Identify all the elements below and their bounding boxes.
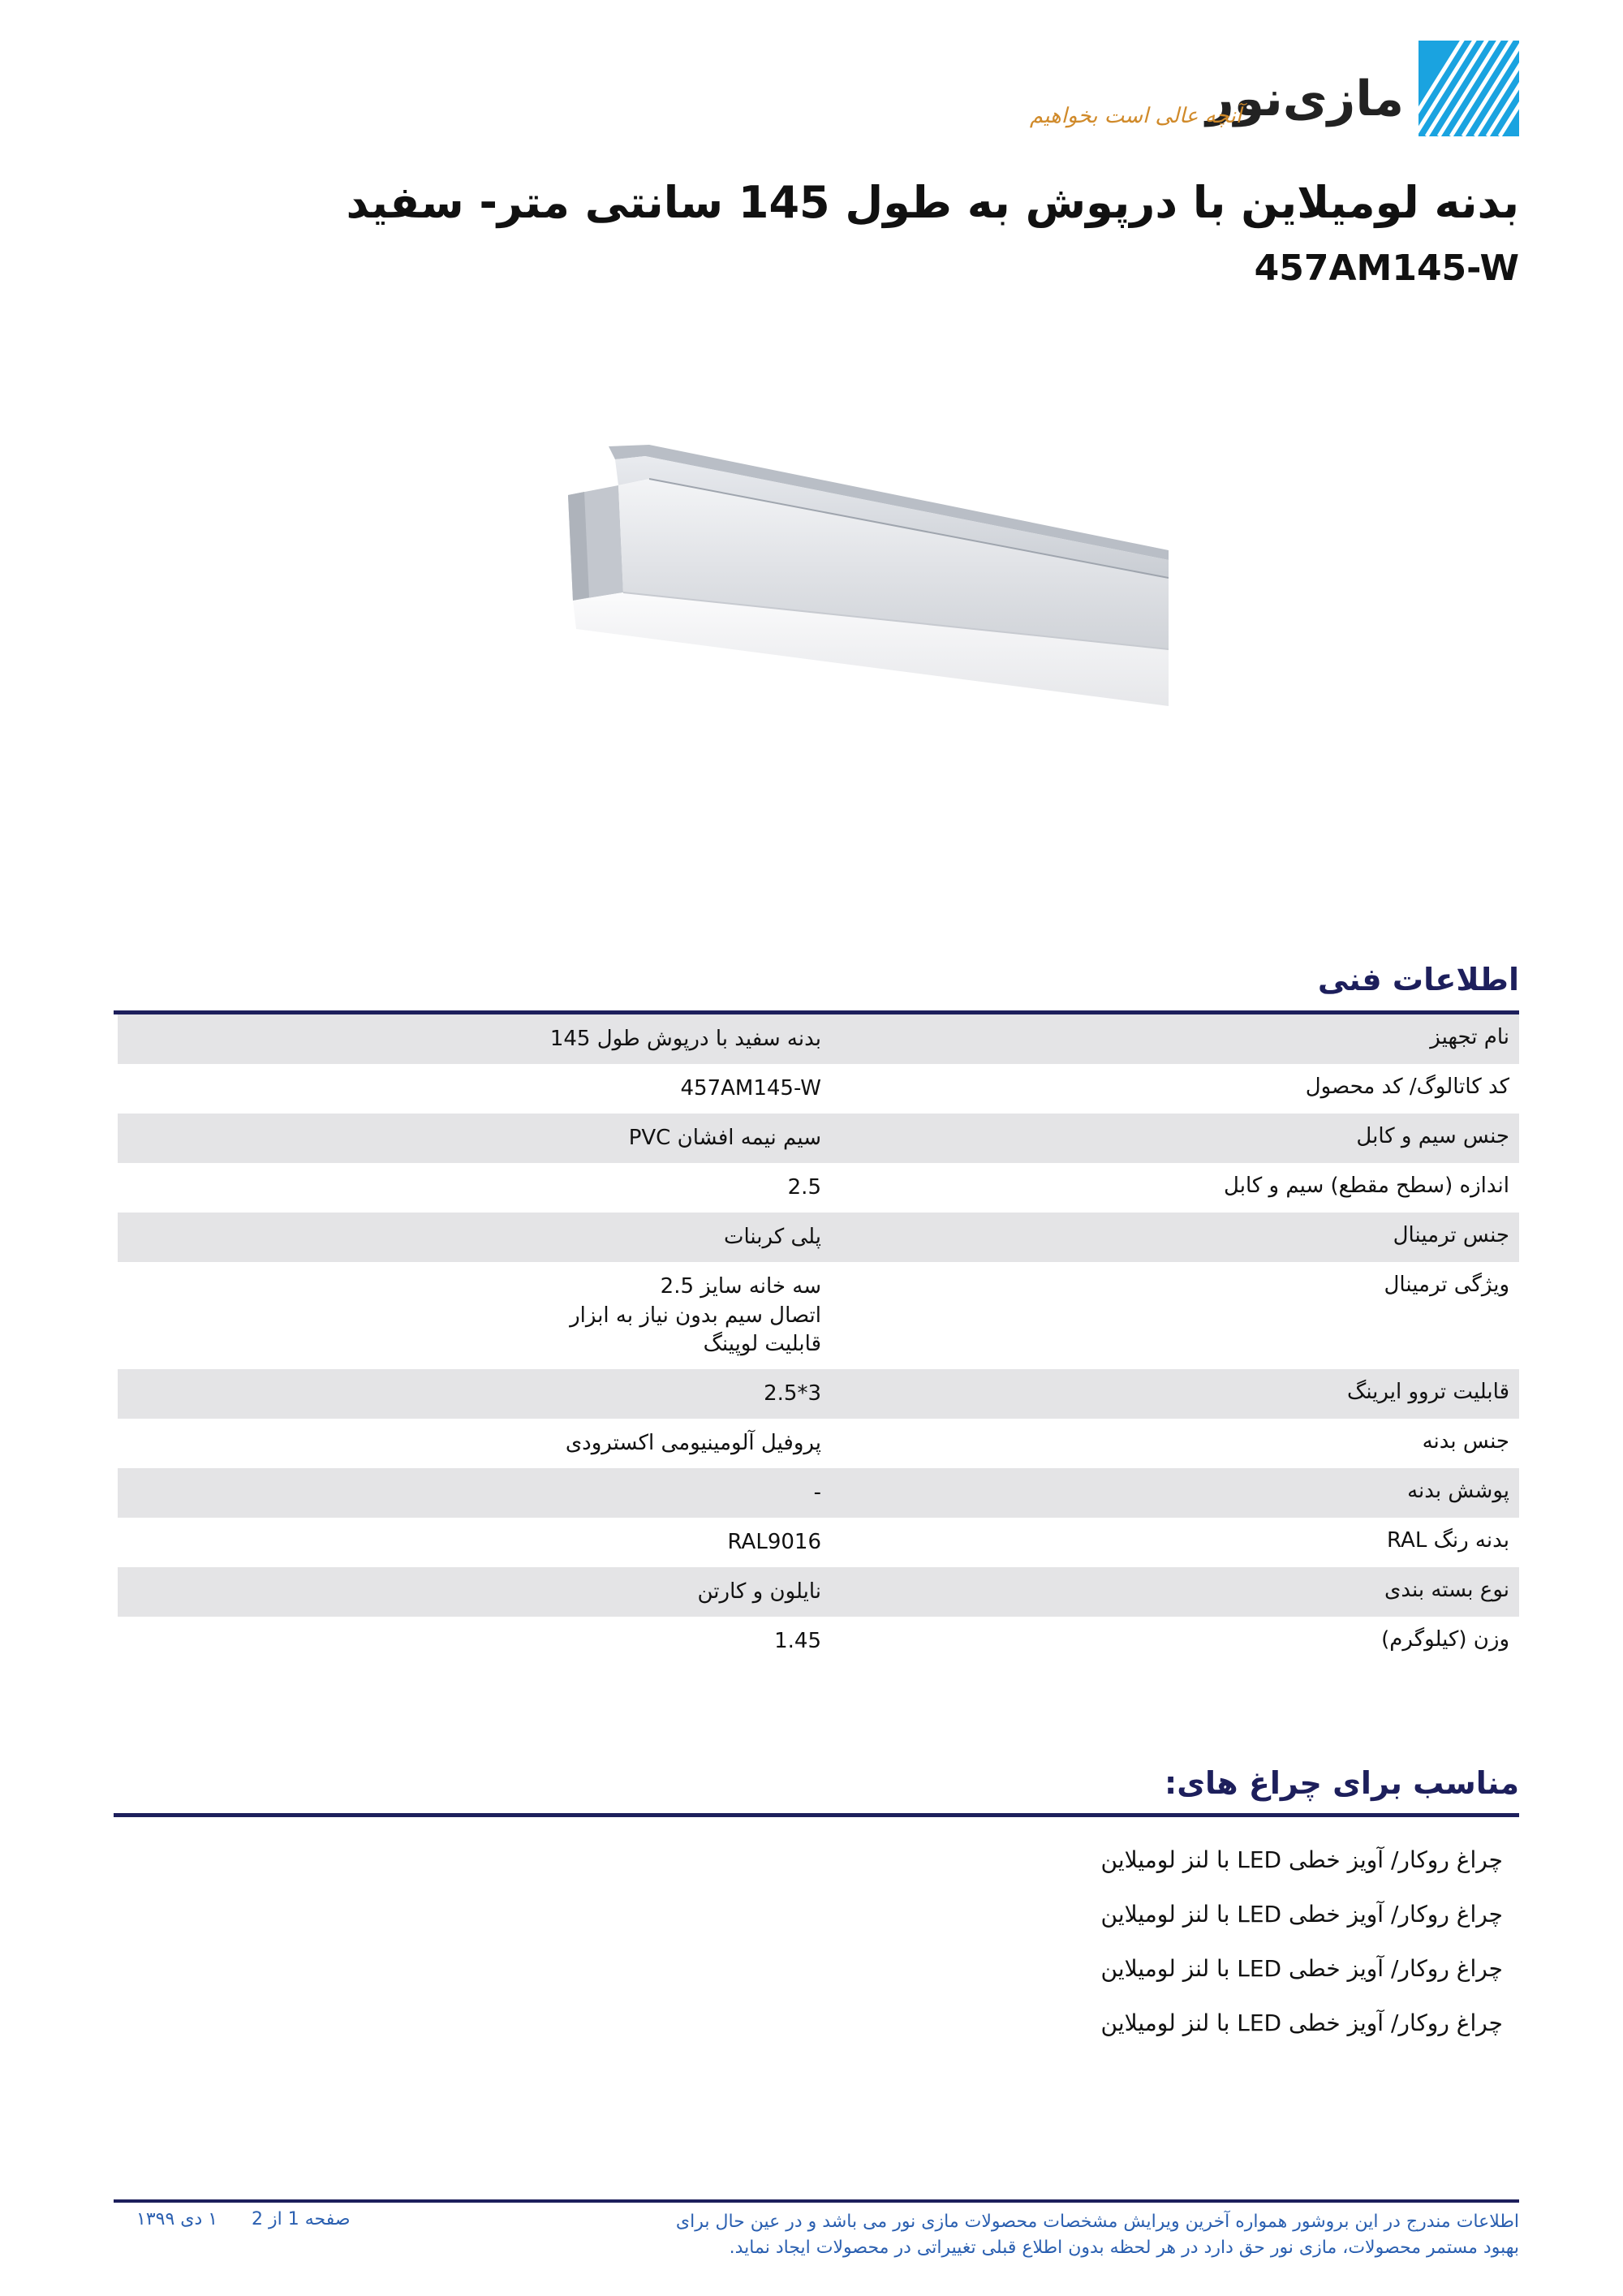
spec-value: پروفیل آلومینیومی اکسترودی — [565, 1430, 821, 1455]
table-row — [118, 1617, 1519, 1666]
table-row — [118, 1213, 1519, 1262]
spec-value: سیم نیمه افشان PVC — [628, 1126, 821, 1151]
list-item: چراغ روکار/ آویز خطی LED با لنز لومیلاین — [1100, 1901, 1503, 1928]
list-item: چراغ روکار/ آویز خطی LED با لنز لومیلاین — [1100, 1955, 1503, 1982]
suitable-heading-rule — [114, 1813, 1519, 1817]
list-item: چراغ روکار/ آویز خطی LED با لنز لومیلاین — [1100, 1846, 1503, 1873]
aluminium-profile-image — [552, 438, 1169, 706]
specs-table — [118, 1014, 1519, 1666]
table-row — [118, 1369, 1519, 1419]
spec-label: نوع بسته بندی — [1384, 1578, 1509, 1603]
spec-value: 3*2.5 — [764, 1381, 821, 1406]
suitable-list — [1101, 1846, 1503, 2064]
product-code: 457AM145-W — [1254, 248, 1519, 289]
brand-logo-mark — [1419, 41, 1519, 136]
table-row — [118, 1518, 1519, 1567]
spec-value: پلی کربنات — [724, 1225, 821, 1250]
table-row — [118, 1419, 1519, 1468]
spec-value: 1.45 — [774, 1629, 821, 1654]
table-row — [118, 1262, 1519, 1368]
table-row — [118, 1114, 1519, 1163]
table-row — [118, 1014, 1519, 1064]
spec-label: جنس بدنه — [1422, 1428, 1509, 1454]
spec-label: ویژگی ترمینال — [1384, 1273, 1509, 1298]
spec-value: 2.5 — [787, 1175, 821, 1200]
spec-label: جنس سیم و کابل — [1356, 1124, 1509, 1149]
suitable-heading: مناسب برای چراغ های: — [1165, 1765, 1519, 1801]
spec-value: سه خانه سایز 2.5 اتصال سیم بدون نیاز به ابزار قابلیت لوپینگ — [570, 1274, 821, 1356]
table-row — [118, 1468, 1519, 1518]
spec-label: پوشش بدنه — [1407, 1478, 1509, 1503]
spec-value: 457AM145-W — [680, 1076, 821, 1101]
brand-tagline: آنچه عالی است بخواهیم — [1029, 104, 1242, 128]
spec-label: نام تجهیز — [1430, 1025, 1509, 1049]
list-item: چراغ روکار/ آویز خطی LED با لنز لومیلاین — [1100, 2010, 1503, 2036]
table-row — [118, 1163, 1519, 1213]
footer-disclaimer: اطلاعات مندرج در این بروشور همواره آخرین ویرایش مشخصات محصولات مازی نور می باشد و در عین حال برای بهبود مستمر محصولات، مازی نور حق دارد در هر لحظه بدون اطلاع قبلی تغییراتی در محصولات ایجاد نماید. — [675, 2212, 1519, 2258]
spec-label: وزن (کیلوگرم) — [1381, 1627, 1509, 1652]
spec-label: بدنه رنگ RAL — [1387, 1528, 1509, 1553]
footer-date: ۱ دی ۱۳۹۹ — [136, 2209, 218, 2229]
spec-value: RAL9016 — [727, 1530, 821, 1555]
table-row — [118, 1567, 1519, 1617]
brand-logo-text: مازی‌نور — [1206, 71, 1404, 127]
specs-heading: اطلاعات فنی — [1317, 962, 1519, 997]
spec-label: کد کاتالوگ/ کد محصول — [1305, 1075, 1509, 1100]
spec-value: - — [813, 1480, 821, 1505]
spec-value: نایلون و کارتن — [697, 1579, 821, 1605]
spec-label: جنس ترمینال — [1393, 1223, 1509, 1248]
product-title: بدنه لومیلاین با درپوش به طول 145 سانتی متر- سفید — [346, 177, 1519, 228]
footer-rule — [114, 2199, 1519, 2203]
page-number: صفحه 1 از 2 — [252, 2209, 351, 2229]
spec-label: اندازه (سطح مقطع) سیم و کابل — [1224, 1174, 1509, 1199]
spec-label: قابلیت تروو ایرینگ — [1347, 1379, 1509, 1404]
spec-value: بدنه سفید با درپوش طول 145 — [549, 1027, 821, 1051]
table-row — [118, 1064, 1519, 1114]
